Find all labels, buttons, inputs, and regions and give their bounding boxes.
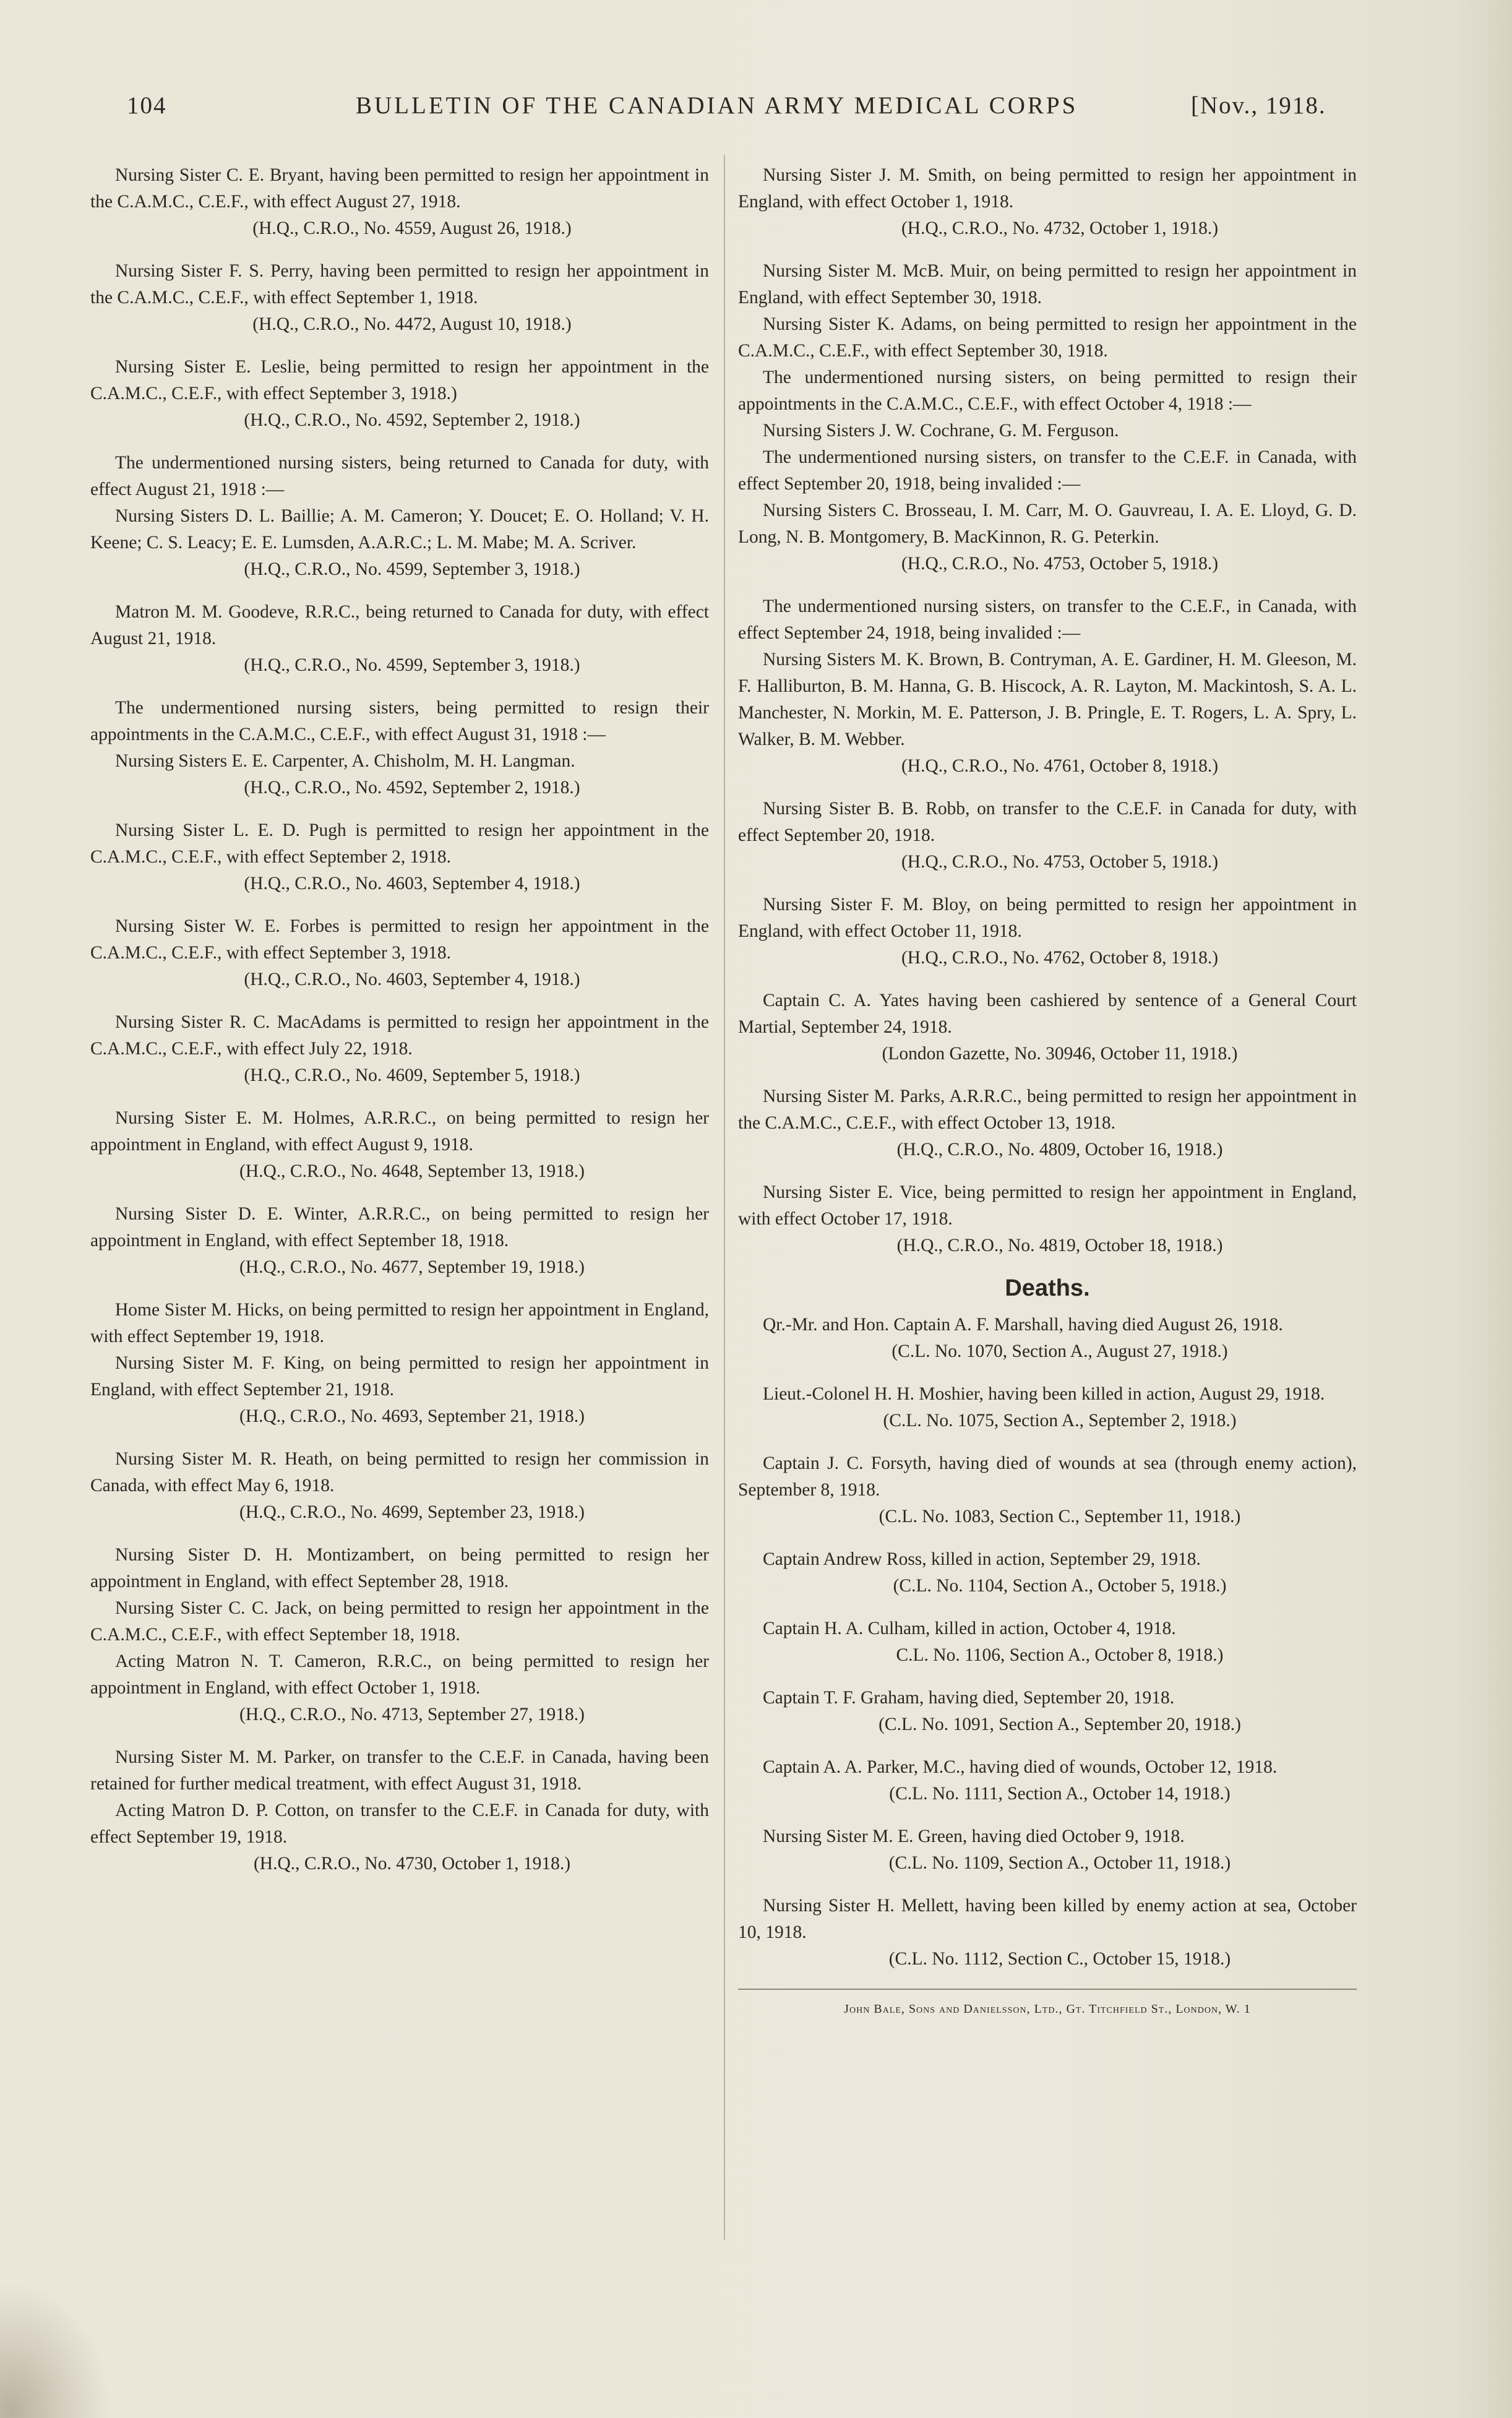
notice-text: Nursing Sister R. C. MacAdams is permitted to resign her appointment in the C.A.M.C., C.E.F., with effect July 22, 1918.: [90, 1012, 709, 1059]
notice-entry: [90, 817, 709, 897]
notice-text: The undermentioned nursing sisters, being permitted to resign their appointments in the C.A.M.C., C.E.F., with effect August 31, 1918 :—: [90, 698, 709, 744]
order-reference: (H.Q., C.R.O., No. 4753, October 5, 1918.): [901, 852, 1219, 872]
notice-text: Nursing Sister M. McB. Muir, on being permitted to resign her appointment in England, with effect September 30, 1918.: [738, 261, 1357, 308]
notice-entry: [738, 1823, 1357, 1877]
notice-text: Nursing Sister M. Parks, A.R.R.C., being permitted to resign her appointment in the C.A.M.C., C.E.F., with effect October 13, 1918.: [738, 1086, 1357, 1133]
issue-date: [Nov., 1918.: [1191, 92, 1326, 119]
notice-text: Nursing Sister M. F. King, on being permitted to resign her appointment in England, with effect September 21, 1918.: [90, 1353, 709, 1400]
notice-text: Nursing Sisters C. Brosseau, I. M. Carr, M. O. Gauvreau, I. A. E. Lloyd, G. D. Long, N. B. Montgomery, B. MacKinnon, R. G. Peterkin.: [738, 501, 1357, 547]
notice-text: Nursing Sister K. Adams, on being permitted to resign her appointment in the C.A.M.C., C.E.F., with effect September 30, 1918.: [738, 314, 1357, 361]
notice-text: Nursing Sister B. B. Robb, on transfer to the C.E.F. in Canada for duty, with effect September 20, 1918.: [738, 799, 1357, 845]
order-reference: (H.Q., C.R.O., No. 4819, October 18, 1918.): [896, 1236, 1223, 1255]
notice-text: Nursing Sister W. E. Forbes is permitted to resign her appointment in the C.A.M.C., C.E.F., with effect September 3, 1918.: [90, 916, 709, 963]
imprint-rule: [738, 1989, 1357, 1990]
notice-entry: [90, 913, 709, 993]
notice-entry: [738, 162, 1357, 242]
notice-entry: [738, 258, 1357, 577]
order-reference: (C.L. No. 1112, Section C., October 15, 1918.): [888, 1949, 1231, 1969]
notice-text: Acting Matron D. P. Cotton, on transfer to the C.E.F. in Canada for duty, with effect September 19, 1918.: [90, 1801, 709, 1847]
notice-entry: [90, 695, 709, 801]
notice-text: Captain A. A. Parker, M.C., having died of wounds, October 12, 1918.: [763, 1757, 1278, 1777]
notice-text: Nursing Sister C. C. Jack, on being permitted to resign her appointment in the C.A.M.C., C.E.F., with effect September 18, 1918.: [90, 1598, 709, 1645]
order-reference: (H.Q., C.R.O., No. 4472, August 10, 1918.): [252, 314, 572, 334]
page-number: 104: [127, 92, 167, 119]
order-reference: (London Gazette, No. 30946, October 11, 1918.): [882, 1044, 1238, 1064]
notice-text: Nursing Sisters J. W. Cochrane, G. M. Ferguson.: [763, 421, 1119, 441]
notice-entry: [90, 354, 709, 434]
order-reference: C.L. No. 1106, Section A., October 8, 1918.): [896, 1645, 1224, 1665]
notice-text: Nursing Sisters M. K. Brown, B. Contryman, A. E. Gardiner, H. M. Gleeson, M. F. Halliburton, B. M. Hanna, G. B. Hiscock, A. R. Layton, M. Mackintosh, S. A. L. Manchester, N. Morkin, M. E. Patterson, J. B. Pringle, E. T. Rogers, L. A. Spry, L. Walker, B. M. Webber.: [738, 650, 1357, 749]
notice-entry: [738, 1616, 1357, 1669]
notice-entry: [738, 1893, 1357, 1973]
order-reference: (H.Q., C.R.O., No. 4730, October 1, 1918.): [253, 1854, 571, 1874]
notice-entry: [90, 450, 709, 583]
notice-text: Home Sister M. Hicks, on being permitted to resign her appointment in England, with effect September 19, 1918.: [90, 1300, 709, 1346]
order-reference: (H.Q., C.R.O., No. 4599, September 3, 1918.): [244, 655, 580, 675]
notice-entry: [738, 1083, 1357, 1163]
order-reference: (C.L. No. 1104, Section A., October 5, 1918.): [893, 1576, 1227, 1596]
notice-entry: [90, 1446, 709, 1526]
notice-text: Nursing Sister C. E. Bryant, having been permitted to resign her appointment in the C.A.M.C., C.E.F., with effect August 27, 1918.: [90, 165, 709, 212]
order-reference: (H.Q., C.R.O., No. 4603, September 4, 1918.): [244, 970, 580, 989]
notice-text: Nursing Sisters D. L. Baillie; A. M. Cameron; Y. Doucet; E. O. Holland; V. H. Keene; C. S. Leacy; E. E. Lumsden, A.A.R.C.; L. M. Mabe; M. A. Scriver.: [90, 506, 709, 553]
page-header: [0, 80, 1512, 130]
notice-entry: [738, 1312, 1357, 1365]
notice-text: The undermentioned nursing sisters, on transfer to the C.E.F., in Canada, with effect September 24, 1918, being invalided :—: [738, 596, 1357, 643]
order-reference: (H.Q., C.R.O., No. 4609, September 5, 1918.): [244, 1065, 580, 1085]
notice-text: Acting Matron N. T. Cameron, R.R.C., on being permitted to resign her appointment in England, with effect October 1, 1918.: [90, 1651, 709, 1698]
column-divider: [724, 155, 725, 2240]
notice-text: Nursing Sister H. Mellett, having been killed by enemy action at sea, October 10, 1918.: [738, 1896, 1357, 1942]
order-reference: (H.Q., C.R.O., No. 4732, October 1, 1918.): [901, 218, 1219, 238]
notice-entry: [90, 1009, 709, 1089]
order-reference: (C.L. No. 1083, Section C., September 11, 1918.): [878, 1507, 1241, 1526]
notice-text: Lieut.-Colonel H. H. Moshier, having been killed in action, August 29, 1918.: [763, 1384, 1325, 1404]
order-reference: (H.Q., C.R.O., No. 4713, September 27, 1918.): [239, 1705, 585, 1724]
notice-entry: [738, 796, 1357, 876]
left-column: [90, 162, 709, 1893]
notice-entry: [738, 1179, 1357, 1259]
order-reference: (H.Q., C.R.O., No. 4592, September 2, 1918.): [244, 778, 580, 798]
bulletin-title: BULLETIN OF THE CANADIAN ARMY MEDICAL CORPS: [356, 92, 1078, 119]
notice-text: Captain C. A. Yates having been cashiered by sentence of a General Court Martial, September 24, 1918.: [738, 991, 1357, 1037]
notice-entry: [90, 1201, 709, 1281]
order-reference: (H.Q., C.R.O., No. 4762, October 8, 1918.): [901, 948, 1219, 968]
order-reference: (H.Q., C.R.O., No. 4677, September 19, 1918.): [239, 1257, 585, 1277]
notice-entry: [90, 599, 709, 679]
order-reference: (C.L. No. 1075, Section A., September 2, 1918.): [883, 1411, 1237, 1431]
notice-text: Nursing Sister L. E. D. Pugh is permitted to resign her appointment in the C.A.M.C., C.E.F., with effect September 2, 1918.: [90, 820, 709, 867]
notice-text: Matron M. M. Goodeve, R.R.C., being returned to Canada for duty, with effect August 21, 1918.: [90, 602, 709, 648]
notice-text: The undermentioned nursing sisters, on transfer to the C.E.F. in Canada, with effect September 20, 1918, being invalided :—: [738, 447, 1357, 494]
notice-entry: [738, 1546, 1357, 1599]
deaths-heading: Deaths.: [1005, 1275, 1090, 1301]
order-reference: (H.Q., C.R.O., No. 4693, September 21, 1918.): [239, 1406, 585, 1426]
notice-entry: [90, 1105, 709, 1185]
order-reference: (C.L. No. 1070, Section A., August 27, 1918.): [891, 1341, 1228, 1361]
deaths-list: [738, 1312, 1357, 1973]
order-reference: (H.Q., C.R.O., No. 4699, September 23, 1918.): [239, 1502, 585, 1522]
notice-text: Nursing Sister F. M. Bloy, on being permitted to resign her appointment in England, with effect October 11, 1918.: [738, 895, 1357, 941]
notice-entry: [90, 1744, 709, 1877]
notice-text: The undermentioned nursing sisters, on being permitted to resign their appointments in the C.A.M.C., C.E.F., with effect October 4, 1918 :—: [738, 368, 1357, 414]
notice-entry: [738, 987, 1357, 1067]
right-column-entries: [738, 162, 1357, 1259]
notice-entry: [90, 1542, 709, 1728]
order-reference: (H.Q., C.R.O., No. 4592, September 2, 1918.): [244, 410, 580, 430]
notice-text: Nursing Sister E. Leslie, being permitted to resign her appointment in the C.A.M.C., C.E.F., with effect September 3, 1918.): [90, 357, 709, 403]
notice-text: Captain H. A. Culham, killed in action, October 4, 1918.: [763, 1619, 1176, 1638]
notice-text: The undermentioned nursing sisters, being returned to Canada for duty, with effect August 21, 1918 :—: [90, 453, 709, 499]
notice-text: Nursing Sister E. Vice, being permitted to resign her appointment in England, with effect October 17, 1918.: [738, 1182, 1357, 1229]
notice-text: Captain Andrew Ross, killed in action, September 29, 1918.: [763, 1549, 1201, 1569]
notice-text: Captain J. C. Forsyth, having died of wounds at sea (through enemy action), September 8, 1918.: [738, 1453, 1357, 1500]
notice-text: Nursing Sister D. E. Winter, A.R.R.C., on being permitted to resign her appointment in England, with effect September 18, 1918.: [90, 1204, 709, 1250]
order-reference: (C.L. No. 1091, Section A., September 20, 1918.): [878, 1715, 1241, 1734]
notice-text: Nursing Sister M. M. Parker, on transfer to the C.E.F. in Canada, having been retained for further medical treatment, with effect August 31, 1918.: [90, 1747, 709, 1794]
notice-entry: [90, 258, 709, 338]
right-column: [738, 162, 1357, 2023]
notice-entry: [738, 1754, 1357, 1807]
notice-entry: [738, 1450, 1357, 1530]
order-reference: (H.Q., C.R.O., No. 4599, September 3, 1918.): [244, 559, 580, 579]
order-reference: (H.Q., C.R.O., No. 4761, October 8, 1918.): [901, 756, 1219, 776]
notice-entry: [738, 1685, 1357, 1738]
printer-imprint: John Bale, Sons and Danielsson, Ltd., Gt. Titchfield St., London, W. 1: [844, 2002, 1251, 2016]
notice-text: Nursing Sisters E. E. Carpenter, A. Chisholm, M. H. Langman.: [115, 751, 575, 771]
notice-entry: [738, 593, 1357, 780]
notice-text: Nursing Sister D. H. Montizambert, on being permitted to resign her appointment in England, with effect September 28, 1918.: [90, 1545, 709, 1591]
notice-text: Nursing Sister E. M. Holmes, A.R.R.C., on being permitted to resign her appointment in England, with effect August 9, 1918.: [90, 1108, 709, 1155]
notice-text: Qr.-Mr. and Hon. Captain A. F. Marshall, having died August 26, 1918.: [763, 1315, 1283, 1335]
order-reference: (H.Q., C.R.O., No. 4603, September 4, 1918.): [244, 874, 580, 893]
notice-text: Nursing Sister J. M. Smith, on being permitted to resign her appointment in England, with effect October 1, 1918.: [738, 165, 1357, 212]
notice-entry: [738, 1381, 1357, 1434]
order-reference: (C.L. No. 1109, Section A., October 11, 1918.): [888, 1853, 1231, 1873]
notice-entry: [738, 892, 1357, 971]
order-reference: (H.Q., C.R.O., No. 4753, October 5, 1918.): [901, 554, 1219, 574]
notice-text: Nursing Sister M. E. Green, having died October 9, 1918.: [763, 1826, 1185, 1846]
order-reference: (H.Q., C.R.O., No. 4648, September 13, 1918.): [239, 1161, 585, 1181]
order-reference: (C.L. No. 1111, Section A., October 14, 1918.): [889, 1784, 1231, 1804]
notice-entry: [90, 1297, 709, 1430]
paper-stain: [0, 2282, 111, 2418]
order-reference: (H.Q., C.R.O., No. 4809, October 16, 1918.): [896, 1140, 1223, 1160]
notice-entry: [90, 162, 709, 242]
notice-text: Nursing Sister F. S. Perry, having been permitted to resign her appointment in the C.A.M.C., C.E.F., with effect September 1, 1918.: [90, 261, 709, 308]
order-reference: (H.Q., C.R.O., No. 4559, August 26, 1918.): [252, 218, 572, 238]
notice-text: Captain T. F. Graham, having died, September 20, 1918.: [763, 1688, 1175, 1708]
notice-text: Nursing Sister M. R. Heath, on being permitted to resign her commission in Canada, with effect May 6, 1918.: [90, 1449, 709, 1495]
